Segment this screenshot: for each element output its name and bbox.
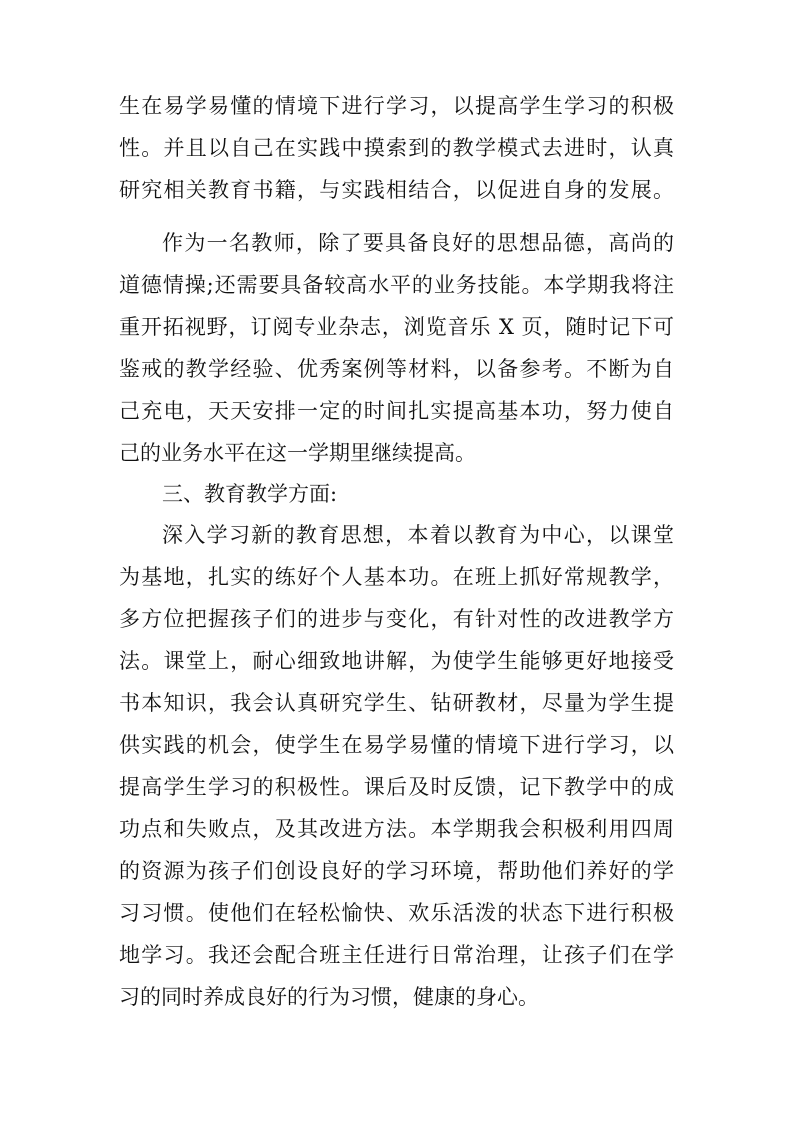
text-line xyxy=(0,557,794,597)
text-line xyxy=(0,851,794,891)
line-text: 己的业务水平在这一学期里继续提高。 xyxy=(119,441,476,465)
line-text: 功点和失败点，及其改进方法。本学期我会积极利用四周 xyxy=(119,817,674,841)
text-line xyxy=(0,599,794,639)
text-line xyxy=(0,86,794,126)
text-line xyxy=(0,170,794,210)
text-line xyxy=(0,893,794,933)
text-line xyxy=(0,349,794,389)
line-text: 为基地，扎实的练好个人基本功。在班上抓好常规教学， xyxy=(119,565,674,589)
section-heading xyxy=(0,474,794,514)
text-line xyxy=(0,433,794,473)
line-text: 习的同时养成良好的行为习惯，健康的身心。 xyxy=(119,985,539,1009)
line-text: 深入学习新的教育思想，本着以教育为中心，以课堂 xyxy=(162,523,674,547)
line-text: 研究相关教育书籍，与实践相结合，以促进自身的发展。 xyxy=(119,178,674,202)
line-text: 提高学生学习的积极性。课后及时反馈，记下教学中的成 xyxy=(119,775,674,799)
text-line xyxy=(0,515,794,555)
line-text: 的资源为孩子们创设良好的学习环境，帮助他们养好的学 xyxy=(119,859,674,883)
line-text: 性。并且以自己在实践中摸索到的教学模式去进时，认真 xyxy=(119,136,674,160)
line-text: 重开拓视野，订阅专业杂志，浏览音乐 X 页，随时记下可 xyxy=(119,315,674,339)
text-line xyxy=(0,809,794,849)
text-line xyxy=(0,725,794,765)
text-line xyxy=(0,767,794,807)
line-text: 作为一名教师，除了要具备良好的思想品德，高尚的 xyxy=(162,231,674,255)
line-text: 多方位把握孩子们的进步与变化，有针对性的改进教学方 xyxy=(119,607,674,631)
text-line xyxy=(0,128,794,168)
text-line xyxy=(0,977,794,1017)
line-text: 习习惯。使他们在轻松愉快、欢乐活泼的状态下进行积极 xyxy=(119,901,674,925)
section-heading-text: 三、教育教学方面: xyxy=(162,482,338,506)
line-text: 道德情操;还需要具备较高水平的业务技能。本学期我将注 xyxy=(119,273,674,297)
line-text: 生在易学易懂的情境下进行学习，以提高学生学习的积极 xyxy=(119,94,674,118)
line-text: 法。课堂上，耐心细致地讲解，为使学生能够更好地接受 xyxy=(119,649,674,673)
line-text: 供实践的机会，使学生在易学易懂的情境下进行学习，以 xyxy=(119,733,674,757)
text-line xyxy=(0,683,794,723)
text-line xyxy=(0,391,794,431)
line-text: 鉴戒的教学经验、优秀案例等材料，以备参考。不断为自 xyxy=(119,357,674,381)
line-text: 地学习。我还会配合班主任进行日常治理，让孩子们在学 xyxy=(119,943,674,967)
line-text: 书本知识，我会认真研究学生、钻研教材，尽量为学生提 xyxy=(119,691,674,715)
text-line xyxy=(0,223,794,263)
text-line xyxy=(0,641,794,681)
text-line xyxy=(0,265,794,305)
text-line xyxy=(0,935,794,975)
text-line xyxy=(0,307,794,347)
line-text: 己充电，天天安排一定的时间扎实提高基本功，努力使自 xyxy=(119,399,674,423)
